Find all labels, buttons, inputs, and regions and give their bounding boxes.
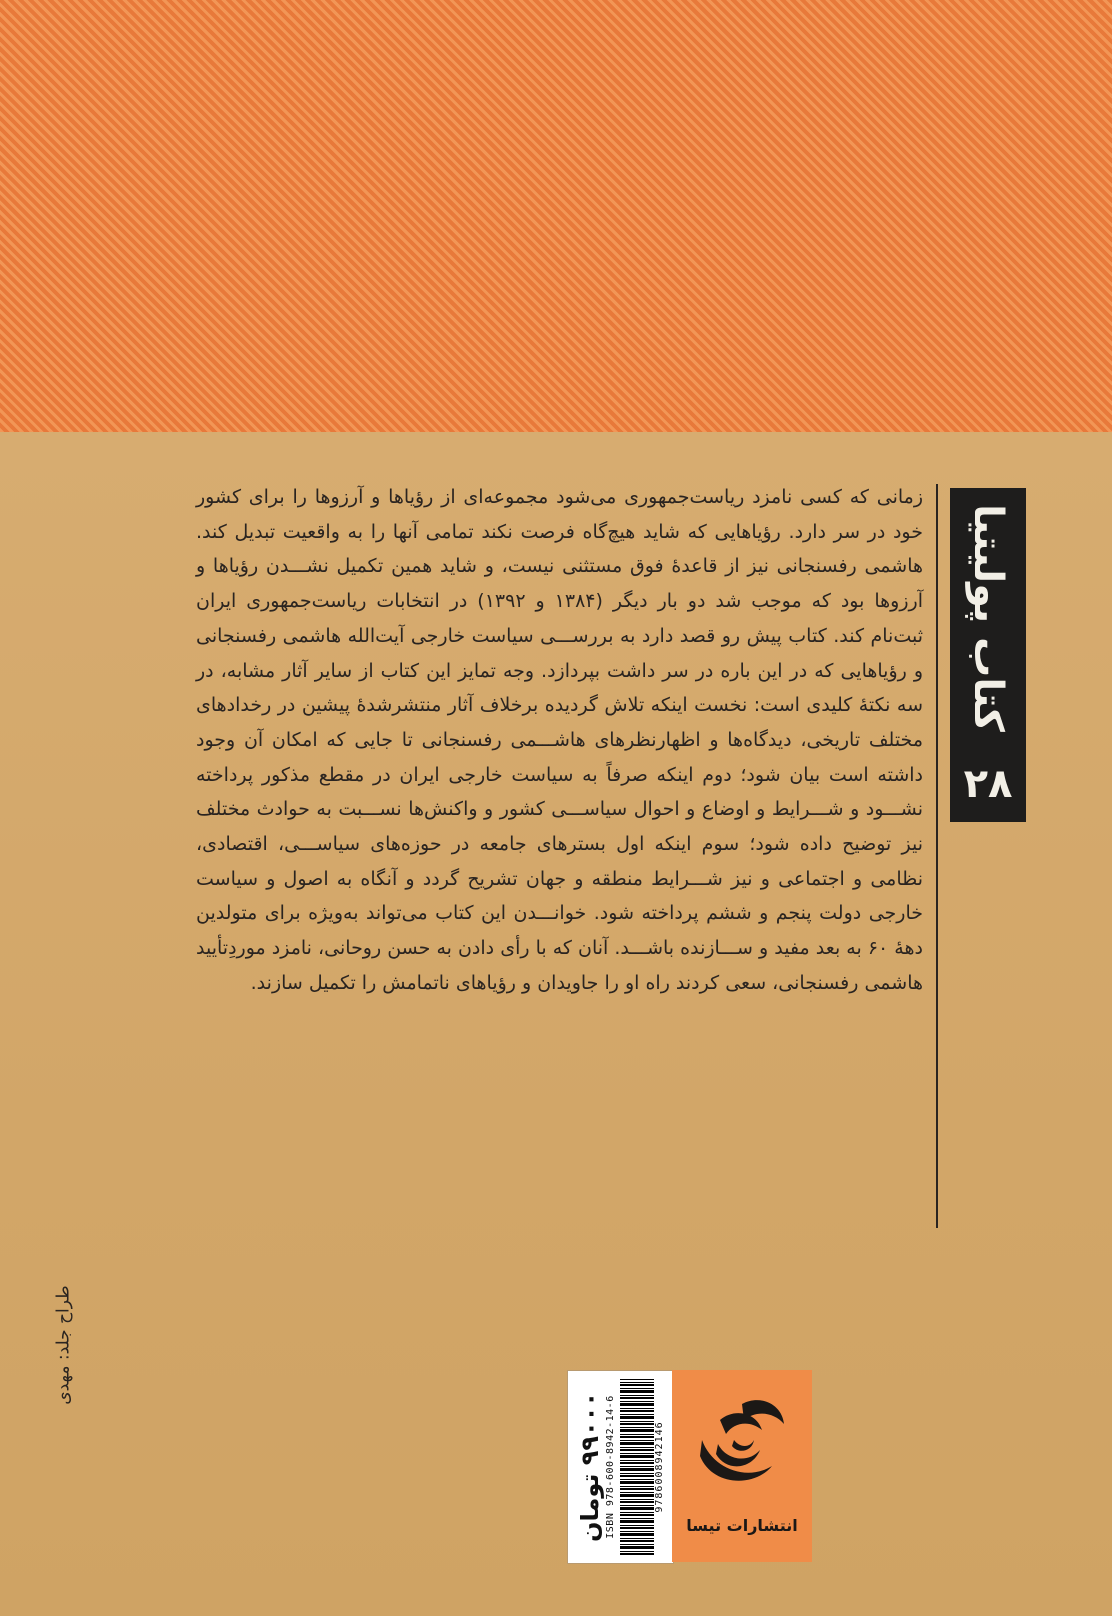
series-title: کتاب پولیتیا [965, 504, 1012, 732]
series-title-wrap [950, 488, 1026, 748]
designer-signature: طراح جلد: مهدی [54, 1285, 74, 1405]
blurb-text: زمانی که کسی نامزد ریاست‌جمهوری می‌شود مجموعه‌ای از رؤیاها و آرزوها را برای کشور خود در سر دارد. رؤیاهایی که شاید هیچ‌گاه فرصت نکند تمامی آنها را به واقعیت تبدیل کند. هاشمی رفسنجانی نیز از قاعدهٔ فوق مستثنی نیست، و شاید همین تکمیل نشـــدن رؤیاها و آرزوها بود که موجب شد دو بار دیگر (۱۳۸۴ و ۱۳۹۲) در انتخابات ریاست‌جمهوری ایران ثبت‌نام کند. کتاب پیش رو قصد دارد به بررســـی سیاست خارجی آیت‌الله هاشمی رفسنجانی و رؤیاهایی که در این باره در سر داشت بپردازد. وجه تمایز این کتاب از سایر آثار مشابه، در سه نکتهٔ کلیدی است: نخست اینکه تلاش گردیده برخلاف آثار منتشرشدهٔ پیشین در رخدادهای مختلف تاریخی، دیدگاه‌ها و اظهارنظرهای هاشـــمی رفسنجانی تا جایی که امکان آن وجود داشته است بیان شود؛ دوم اینکه صرفاً به سیاست خارجی ایران در مقطع مذکور پرداخته نشـــود و شـــرایط و اوضاع و احوال سیاســـی کشور و واکنش‌ها نســـبت به حوادث مختلف نیز توضیح داده شود؛ سوم اینکه اول بسترهای جامعه در حوزه‌های سیاســـی، اقتصادی، نظامی و اجتماعی و نیز شـــرایط منطقه و جهان تشریح گردد و آنگاه به اصول و سیاست خارجی دولت پنجم و ششم پرداخته شود. خوانـــدن این کتاب می‌تواند به‌ویژه برای متولدین دههٔ ۶۰ به بعد مفید و ســـازنده باشـــد. آنان که با رأی دادن به حسن روحانی، نامزد موردِتأیید هاشمی رفسنجانی، سعی کردند راه او را جاویدان و رؤیاهای ناتمامش را تکمیل سازند. [196, 486, 923, 994]
isbn-label: ISBN 978-600-8942-14-6 [604, 1395, 616, 1539]
publisher-box [672, 1370, 812, 1562]
series-number: ۲۸ [963, 761, 1013, 807]
price-label: ۹۹۰۰۰ تومان [575, 1391, 604, 1543]
designer-signature-wrap [44, 1240, 84, 1450]
tisa-spiral-logo-icon [690, 1390, 794, 1498]
barcode-digits: 9786008942146 [653, 1421, 665, 1513]
divider-line [936, 484, 938, 1228]
price-barcode-rotated [568, 1371, 673, 1563]
top-striped-band [0, 0, 1112, 432]
publisher-name: انتشارات تیسا [686, 1516, 798, 1535]
barcode [620, 1379, 654, 1555]
price-barcode-box [567, 1370, 674, 1564]
